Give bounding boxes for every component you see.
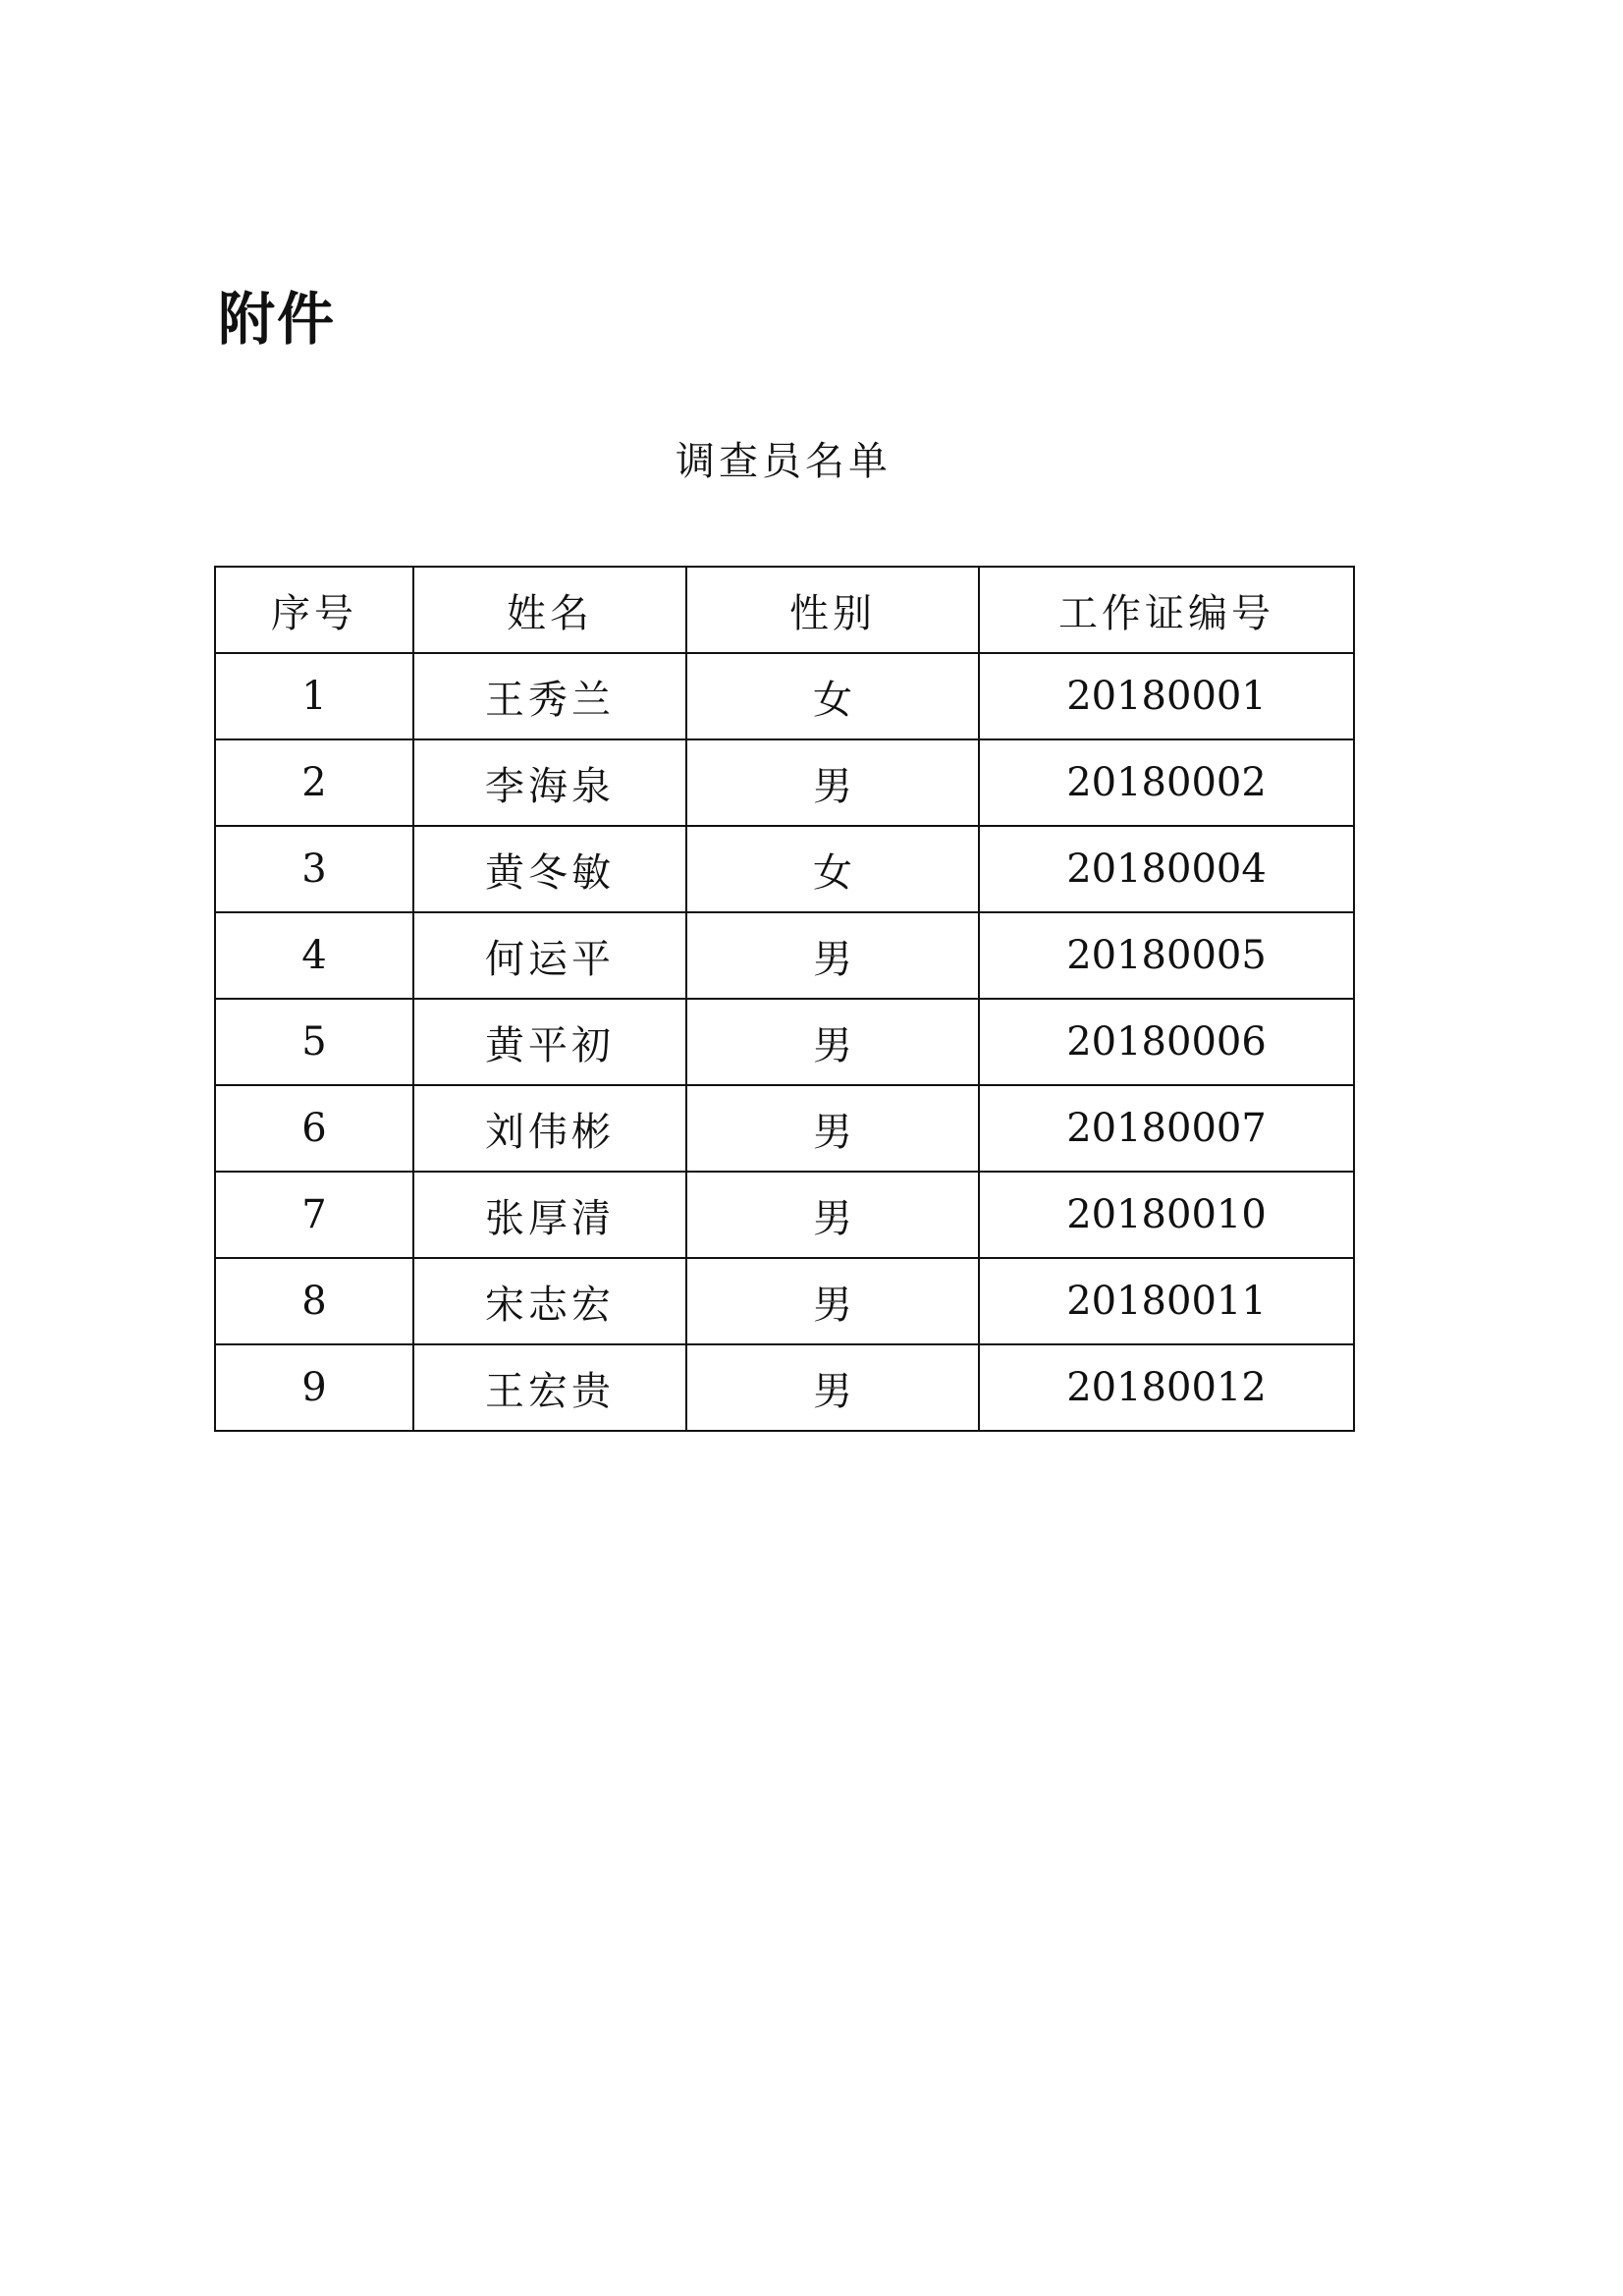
cell-name: 刘伟彬 <box>413 1085 686 1172</box>
header-gender: 性别 <box>686 567 979 653</box>
table-row <box>215 1172 1354 1258</box>
cell-gender: 男 <box>686 1172 979 1258</box>
cell-serial-number: 7 <box>215 1172 413 1258</box>
cell-name: 王秀兰 <box>413 653 686 739</box>
cell-work-id: 20180012 <box>979 1344 1354 1431</box>
cell-work-id: 20180005 <box>979 912 1354 999</box>
attachment-heading: 附件 <box>218 286 337 353</box>
table-row <box>215 1085 1354 1172</box>
cell-name: 黄平初 <box>413 999 686 1085</box>
table-row <box>215 1258 1354 1344</box>
cell-serial-number: 9 <box>215 1344 413 1431</box>
cell-gender: 男 <box>686 1085 979 1172</box>
cell-serial-number: 2 <box>215 739 413 826</box>
cell-name: 李海泉 <box>413 739 686 826</box>
cell-work-id: 20180004 <box>979 826 1354 912</box>
cell-work-id: 20180007 <box>979 1085 1354 1172</box>
cell-gender: 女 <box>686 826 979 912</box>
cell-serial-number: 1 <box>215 653 413 739</box>
cell-work-id: 20180010 <box>979 1172 1354 1258</box>
cell-serial-number: 5 <box>215 999 413 1085</box>
table-row <box>215 653 1354 739</box>
header-name: 姓名 <box>413 567 686 653</box>
cell-gender: 男 <box>686 1344 979 1431</box>
cell-name: 黄冬敏 <box>413 826 686 912</box>
cell-name: 宋志宏 <box>413 1258 686 1344</box>
cell-serial-number: 8 <box>215 1258 413 1344</box>
cell-gender: 男 <box>686 912 979 999</box>
table-row <box>215 999 1354 1085</box>
cell-gender: 男 <box>686 739 979 826</box>
document-title: 调查员名单 <box>676 439 892 484</box>
header-work-id: 工作证编号 <box>979 567 1354 653</box>
cell-name: 王宏贵 <box>413 1344 686 1431</box>
investigator-table <box>214 566 1355 1432</box>
cell-name: 何运平 <box>413 912 686 999</box>
table-row <box>215 739 1354 826</box>
cell-work-id: 20180002 <box>979 739 1354 826</box>
cell-serial-number: 4 <box>215 912 413 999</box>
cell-serial-number: 3 <box>215 826 413 912</box>
cell-gender: 女 <box>686 653 979 739</box>
table-row <box>215 826 1354 912</box>
cell-gender: 男 <box>686 1258 979 1344</box>
cell-gender: 男 <box>686 999 979 1085</box>
table-row <box>215 912 1354 999</box>
cell-name: 张厚清 <box>413 1172 686 1258</box>
table-row <box>215 1344 1354 1431</box>
cell-work-id: 20180006 <box>979 999 1354 1085</box>
header-serial-number: 序号 <box>215 567 413 653</box>
cell-work-id: 20180001 <box>979 653 1354 739</box>
table-header-row <box>215 567 1354 653</box>
cell-serial-number: 6 <box>215 1085 413 1172</box>
cell-work-id: 20180011 <box>979 1258 1354 1344</box>
